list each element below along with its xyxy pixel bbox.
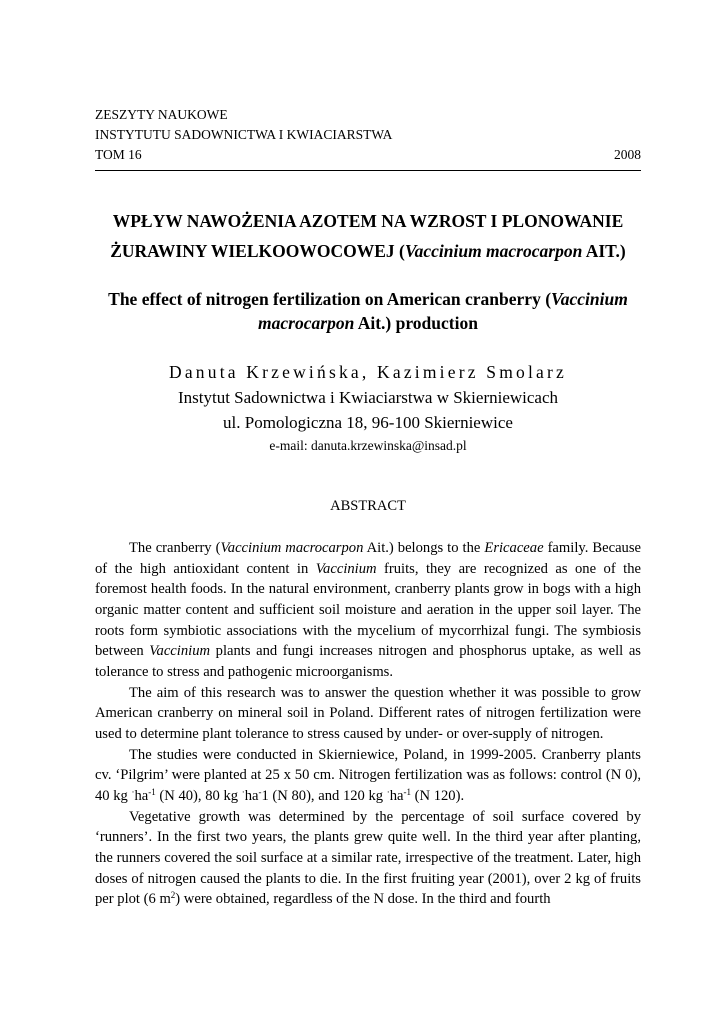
english-title [95, 287, 641, 335]
superscript: -1 [403, 786, 412, 797]
abstract-paragraph-3 [95, 745, 641, 807]
affiliation [95, 385, 641, 435]
header-rule [95, 170, 641, 171]
family-name: Ericaceae [484, 540, 544, 556]
text-run: The studies were conducted in Skierniewice, Poland, in 1999-2005. Cranberry plants cv. ‘Pilgrim’ were planted at 25 x 50 cm. Nitrogen fertilization was as follows: control (N 0), 40 kg [95, 746, 641, 804]
text-run: Vegetative growth was determined by the percentage of soil surface covered by ‘runners’. In the first two years, the plants grew quite well. In the third year after planting, the runners covered the soil surface at a similar rate, irrespective of the treatment. Later, high doses of nitrogen caused the plants to die. In the first fruiting year (2001), over 2 kg of fruits per plot (6 m [95, 808, 641, 908]
english-title-text: The effect of nitrogen fertilization on American cranberry ( [108, 289, 552, 309]
journal-name-line2: INSTYTUTU SADOWNICTWA I KWIACIARSTWA [95, 127, 393, 142]
text-run: (N 40), 80 kg [155, 787, 242, 804]
superscript: 2 [170, 890, 176, 901]
text-run: ha [244, 787, 259, 804]
superscript: · [241, 786, 245, 797]
journal-year: 2008 [614, 147, 641, 162]
text-run: ) were obtained, regardless of the N dose. In the third and fourth [175, 891, 551, 908]
abstract-paragraph-2: The aim of this research was to answer the question whether it was possible to grow American cranberry on mineral soil in Poland. Different rates of nitrogen fertilization were used to determine plant tolerance to stress caused by under- or over-supply of nitrogen. [95, 684, 641, 742]
text-run: 1 (N 80), and 120 kg [261, 787, 387, 804]
polish-title-end: AIT.) [582, 241, 626, 261]
journal-volume-row [95, 145, 641, 165]
affiliation-address: ul. Pomologiczna 18, 96-100 Skierniewice [223, 413, 513, 432]
english-title-species: Vaccinium macrocarpon [258, 289, 628, 333]
author-email: e-mail: danuta.krzewinska@insad.pl [269, 438, 467, 453]
journal-volume: TOM 16 [95, 147, 142, 162]
genus-name: Vaccinium [315, 560, 377, 577]
abstract-body [95, 538, 641, 910]
genus-name: Vaccinium [149, 643, 211, 660]
text-run: plants and fungi increases nitrogen and phosphorus uptake, as well as tolerance to stress and pathogenic microorganisms. [95, 643, 641, 680]
abstract-paragraph-1 [95, 538, 641, 683]
text-run: ha [134, 787, 149, 804]
authors: Danuta Krzewińska, Kazimierz Smolarz [168, 362, 567, 382]
text-run: family. Because of the high antioxidant content in [95, 540, 642, 577]
journal-header [95, 105, 641, 165]
english-title-end: Ait.) production [354, 313, 478, 333]
text-run: ha [389, 787, 404, 804]
superscript: · [131, 786, 135, 797]
text-run: The cranberry ( [129, 540, 221, 556]
affiliation-institute: Instytut Sadownictwa i Kwiaciarstwa w Skierniewicach [177, 388, 559, 407]
polish-title-text: WPŁYW NAWOŻENIA AZOTEM NA WZROST I PLONOWANIE ŻURAWINY WIELKOOWOCOWEJ ( [110, 211, 624, 261]
species-name: Vaccinium macrocarpon [220, 540, 364, 556]
journal-name-line1: ZESZYTY NAUKOWE [95, 107, 228, 122]
text-run: Ait.) belongs to the [363, 540, 485, 556]
polish-title [95, 206, 641, 266]
superscript: · [386, 786, 390, 797]
superscript: -1 [148, 786, 156, 797]
superscript: - [258, 786, 262, 797]
abstract-paragraph-4 [95, 807, 641, 910]
text-run: (N 120). [411, 787, 465, 804]
text-run: fruits, they are recognized as one of the foremost health foods. In the natural environment, cranberry plants grow in bogs with a high organic matter content and sufficient soil moisture and aeration in the upper soil layer. The roots form symbiotic associations with the mycelium of mycorrhizal fungi. The symbiosis between [95, 560, 641, 660]
polish-title-species: Vaccinium macrocarpon [404, 241, 583, 261]
abstract-heading: ABSTRACT [330, 498, 406, 514]
